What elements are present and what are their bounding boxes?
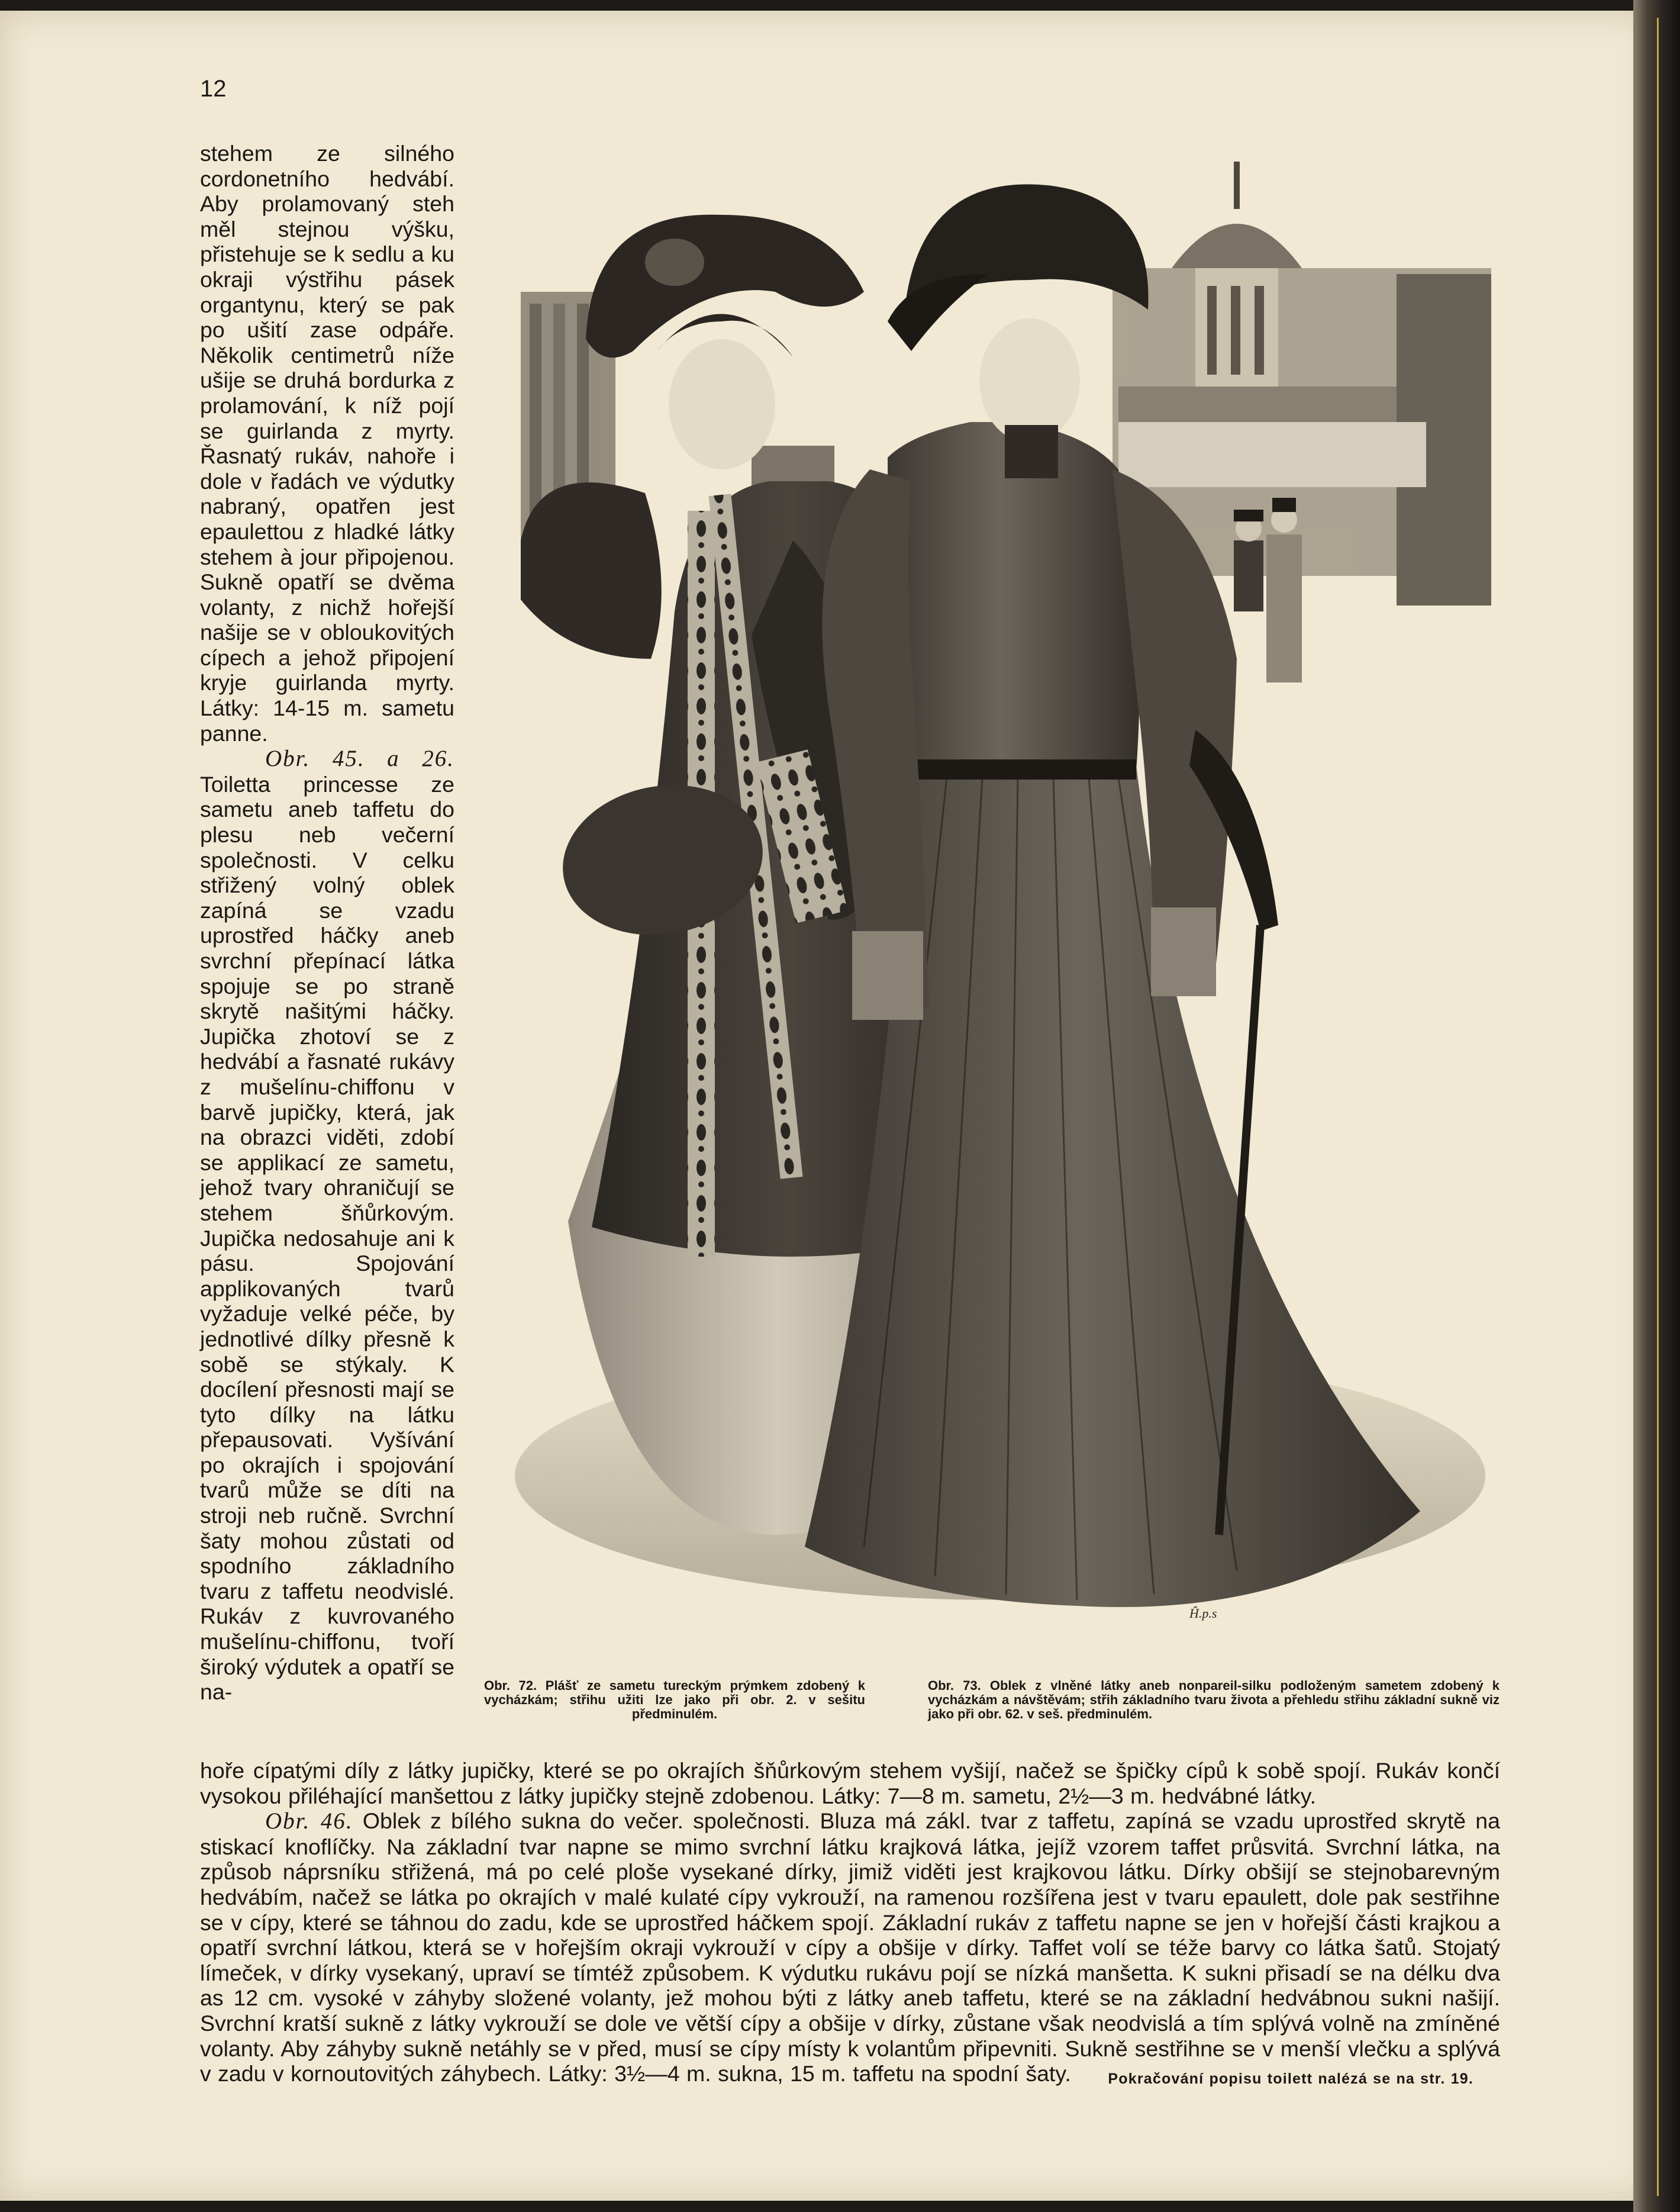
left-text-column <box>200 141 454 1705</box>
obr-45-26-text: Toiletta princesse ze sametu aneb taffetu do plesu neb večerní společnosti. V celku střižený volný oblek zapíná se vzadu uprostřed háčky aneb svrchní přepínací látka spojuje se po straně skrytě našitými háčky. Jupička zhotoví se z hedvábí a řasnaté rukávy z mušelínu-chiffonu v barvě jupičky, která, jak na obrazci viděti, zdobí se applikací ze sametu, jehož tvary ohraničují se stehem šňůrkovým. Jupička nedosahuje ani k pásu. Spojování applikovaných tvarů vyžaduje velké péče, by jednotlivé dílky přesně k sobě se stýkaly. K docílení přesnosti mají se tyto dílky na látku přepausovati. Vyšívání po okrajích i spojování tvarů může se díti na stroji neb ručně. Svrchní šaty mohou zůstati od spodního základního tvaru z taffetu neodvislé. Rukáv z kuvrovaného mušelínu-chiffonu, tvoří široký výdutek a opatří se na- <box>200 771 454 1705</box>
bottom-text-block <box>200 1758 1500 2092</box>
fashion-illustration <box>497 126 1503 1641</box>
continuation-note: Pokračování popisu toilett nalézá se na str. 19. <box>1108 2071 1473 2088</box>
magazine-page <box>0 11 1651 2201</box>
left-woman-hat <box>586 215 864 358</box>
caption-obr-72: Obr. 72. Plášť ze sametu tureckým prýmkem zdobený k vycházkám; střihu užiti lze jako při obr. 2. v sešitu předminulém. <box>484 1678 865 1721</box>
page-number: 12 <box>200 76 227 102</box>
obr-46-label: Obr. 46. <box>265 1808 353 1834</box>
spine-gold-line <box>1657 18 1659 2196</box>
fashion-engraving <box>497 126 1503 1641</box>
caption-obr-73: Obr. 73. Oblek z vlněné látky aneb nonpareil-silku podloženým sametem zdobený k vycházkám a návštěvám; střih základního tvaru života a přehledu střihu základní sukně viz jako při obr. 62. v seš. předminulém. <box>928 1678 1500 1721</box>
paragraph-obr-46 <box>200 1808 1500 2087</box>
belt <box>911 759 1136 780</box>
right-woman-face <box>979 318 1080 443</box>
obr-46-text: Oblek z bílého sukna do večer. společnosti. Bluza má zákl. tvar z taffetu, zapíná se vzadu uprostřed skrytě na stiskací knoflíčky. Na základní tvar napne se mimo svrchní látku krajková látka, jejíž vzorem taffet průsvitá. Svrchní látka, na způsob náprsníku střižená, má po celé ploše vysekané dírky, jimiž viděti jest krajkovou látku. Dírky obšijí se stejnobarevným hedvábím, načež se látka po okrajích v malé kulaté cípy vykrouží, na ramenou rozšířena jest v tvaru epaulett, dole pak sestřihne se v cípy, které se táhnou do zadu, kde se uprostřed háčkem spojí. Základní rukáv z taffetu napne se jen v hořejší části krajkou a opatří svrchní látkou, která se v hořejším okraji vykrouží v cípy a obšije v dírky. Taffet volí se téže barvy co látka šatů. Stojatý límeček, v dírky vysekaný, upraví se tímtéž způsobem. K výdutku rukávu pojí se nízká manšetta. K sukni přisadí se na délku dva as 12 cm. vysoké v záhyby složené volanty, jež mohou býti z látky aneb taffetu, které se na základní hedvábnou sukni našijí. Svrchní kratší sukně z látky vykrouží se dole ve větší cípy a obšije v dírky, zůstane však neodvislá a tím splývá volně na zmíněné volanty. Aby záhyby sukně netáhly se v před, musí se cípy místy k volantům připevniti. Sukně sestřihne se v menší vlečku a splývá v zadu v kornoutovitých záhybech. Látky: 3½—4 m. sukna, 15 m. taffetu na spodní šaty. <box>200 1808 1501 2087</box>
obr-45-26-label: Obr. 45. a 26. <box>265 746 454 772</box>
paragraph-continuation-top: stehem ze silného cordonetního hedvábí. Aby prolamovaný steh měl stejnou výšku, přistehuje se k sedlu a ku okraji výstřihu pásek organtynu, který se pak po ušití zase odpáře. Několik centimetrů níže ušije se druhá bordurka z prolamování, k níž pojí se guirlanda z myrty. Řasnatý rukáv, nahoře i dole v řadách ve výdutky nabraný, opatřen jest epaulettou z hladké látky stehem à jour připojenou. Sukně opatří se dvěma volanty, z nichž hořejší našije se v obloukovitých cípech a jehož připojení kryje guirlanda myrty. Látky: 14-15 m. sametu panne. <box>200 141 454 746</box>
illustrator-signature: Ĥ.p.s <box>1189 1606 1217 1621</box>
paragraph-obr-45-26 <box>200 746 454 1705</box>
left-woman-face <box>669 339 775 469</box>
fringe-cuff-right <box>1151 907 1216 996</box>
paragraph-continuation-bottom: hoře cípatými díly z látky jupičky, které se po okrajích šňůrkovým stehem vyšijí, načež se špičky cípů k sobě spojí. Rukáv končí vysokou přiléhající manšettou z látky jupičky stejně zdobenou. Látky: 7—8 m. sametu, 2½—3 m. hedvábné látky. <box>200 1758 1500 1808</box>
stand-collar <box>1005 425 1058 478</box>
coat-sleeve-left <box>521 482 662 659</box>
fringe-cuff-left <box>852 931 923 1020</box>
